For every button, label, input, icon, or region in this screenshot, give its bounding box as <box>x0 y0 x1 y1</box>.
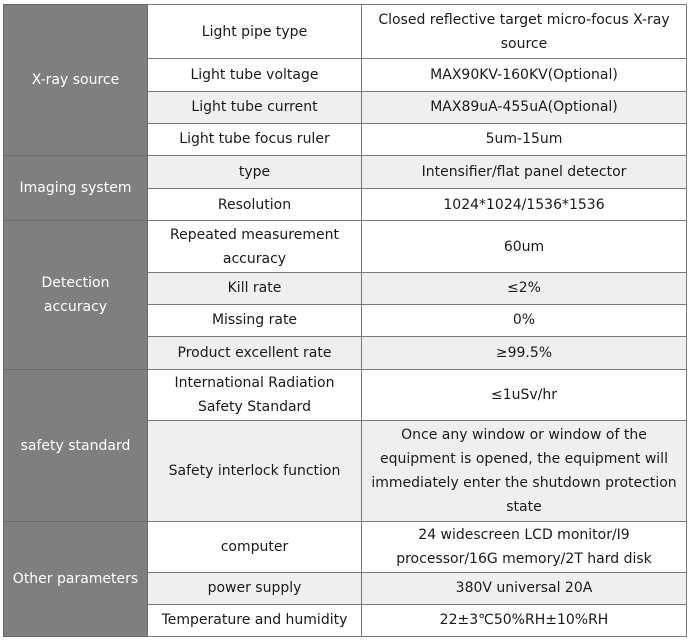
section-safety-standard: safety standard <box>4 370 148 522</box>
table-row <box>4 522 687 572</box>
row-value: Intensifier/flat panel detector <box>362 155 687 188</box>
row-label: Kill rate <box>148 272 362 304</box>
row-value: 60um <box>362 221 687 272</box>
row-label: Resolution <box>148 189 362 221</box>
row-value: Once any window or window of the equipment is opened, the equipment will immediately enter the shutdown protection state <box>362 420 687 522</box>
table-row <box>4 5 687 59</box>
section-imaging-system: Imaging system <box>4 155 148 220</box>
row-label: Light pipe type <box>148 5 362 59</box>
row-label: International Radiation Safety Standard <box>148 370 362 420</box>
row-label: Light tube voltage <box>148 59 362 91</box>
row-value: 0% <box>362 304 687 336</box>
row-label: type <box>148 155 362 188</box>
row-value: 5um-15um <box>362 123 687 155</box>
row-label: Temperature and humidity <box>148 604 362 636</box>
row-label: Light tube focus ruler <box>148 123 362 155</box>
table-row <box>4 370 687 420</box>
row-value: MAX90KV-160KV(Optional) <box>362 59 687 91</box>
spec-table <box>3 4 687 637</box>
section-other-parameters: Other parameters <box>4 522 148 637</box>
row-value: 380V universal 20A <box>362 572 687 604</box>
row-value: ≤1uSv/hr <box>362 370 687 420</box>
row-label: computer <box>148 522 362 572</box>
row-value: ≥99.5% <box>362 337 687 370</box>
section-xray-source: X-ray source <box>4 5 148 156</box>
section-detection-accuracy: Detection accuracy <box>4 221 148 370</box>
row-label: Safety interlock function <box>148 420 362 522</box>
row-value: 1024*1024/1536*1536 <box>362 189 687 221</box>
table-row <box>4 221 687 272</box>
table-row <box>4 155 687 188</box>
row-label: Repeated measurement accuracy <box>148 221 362 272</box>
spec-table-container <box>3 4 686 637</box>
row-value: Closed reflective target micro-focus X-ray source <box>362 5 687 59</box>
row-value: 22±3℃50%RH±10%RH <box>362 604 687 636</box>
row-label: Product excellent rate <box>148 337 362 370</box>
row-value: ≤2% <box>362 272 687 304</box>
row-value: MAX89uA-455uA(Optional) <box>362 91 687 123</box>
row-label: Light tube current <box>148 91 362 123</box>
row-label: power supply <box>148 572 362 604</box>
row-value: 24 widescreen LCD monitor/I9 processor/16G memory/2T hard disk <box>362 522 687 572</box>
row-label: Missing rate <box>148 304 362 336</box>
